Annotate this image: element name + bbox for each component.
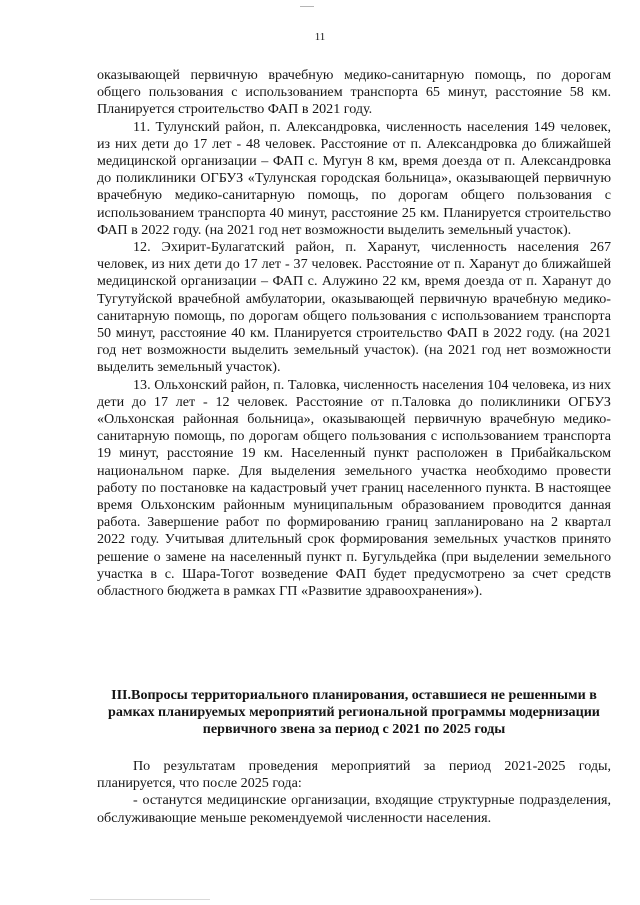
- section-body: [97, 758, 611, 827]
- paragraph-item-13: 13. Ольхонский район, п. Таловка, численность населения 104 человека, из них дети до 17 лет - 12 человек. Расстояние от п.Таловка до поликлиники ОГБУЗ «Ольхонская районная больница», оказывающей первичную врачебную медико-санитарную помощь, по дорогам общего пользования с использованием транспорта 19 минут, расстояние 19 км. Населенный пункт расположен в Прибайкальском национальном парке. Для выделения земельного участка необходимо провести работу по постановке на кадастровый учет границ населенного пункта. В настоящее время Ольхонским районным муниципальным образованием проводится данная работа. Завершение работ по формированию границ запланировано на 2 квартал 2022 году. Учитывая длительный срок формирования земельных участков принято решение о замене на населенный пункт п. Бугульдейка (при выделении земельного участка в с. Шара-Тогот возведение ФАП будет предусмотрено за счет средств областного бюджета в рамках ГП «Развитие здравоохранения»).: [97, 376, 611, 600]
- paragraph-item-12: 12. Эхирит-Булагатский район, п. Харанут, численность населения 267 человек, из них дети до 17 лет - 37 человек. Расстояние от п. Харанут до ближайшей медицинской организации – ФАП с. Алужино 22 км, время доезда от п. Харанут до Тугутуйской врачебной амбулатории, оказывающей первичную врачебную медико-санитарную помощь, по дорогам общего пользования с использованием транспорта 50 минут, расстояние 40 км. Планируется строительство ФАП в 2022 году. (на 2021 год нет возможности выделить земельный участок). (на 2021 год нет возможности выделить земельный участок).: [97, 239, 611, 376]
- scan-speck: [90, 899, 210, 900]
- paragraph-continuation: оказывающей первичную врачебную медико-санитарную помощь, по дорогам общего пользования с использованием транспорта 65 минут, расстояние 58 км. Планируется строительство ФАП в 2021 году.: [97, 67, 611, 118]
- results-paragraph: По результатам проведения мероприятий за период 2021-2025 годы, планируется, что после 2025 года:: [97, 758, 611, 792]
- page-number: 11: [314, 31, 326, 43]
- list-item-remaining-organizations: - останутся медицинские организации, входящие структурные подразделения, обслуживающие меньше рекомендуемой численности населения.: [97, 792, 611, 826]
- scan-speck: [300, 6, 314, 7]
- section-heading: III.Вопросы территориального планирования, оставшиеся не решенными в рамках планируемых мероприятий региональной программы модернизации первичного звена за период с 2021 по 2025 годы: [108, 687, 600, 738]
- body-text: [97, 67, 611, 600]
- paragraph-item-11: 11. Тулунский район, п. Александровка, численность населения 149 человек, из них дети до 17 лет - 48 человек. Расстояние от п. Александровка до ближайшей медицинской организации – ФАП с. Мугун 8 км, время доезда от п. Александровка до поликлиники ОГБУЗ «Тулунская городская больница», оказывающей первичную врачебную медико-санитарную помощь, по дорогам общего пользования с использованием транспорта 40 минут, расстояние 25 км. Планируется строительство ФАП в 2022 году. (на 2021 год нет возможности выделить земельный участок).: [97, 118, 611, 238]
